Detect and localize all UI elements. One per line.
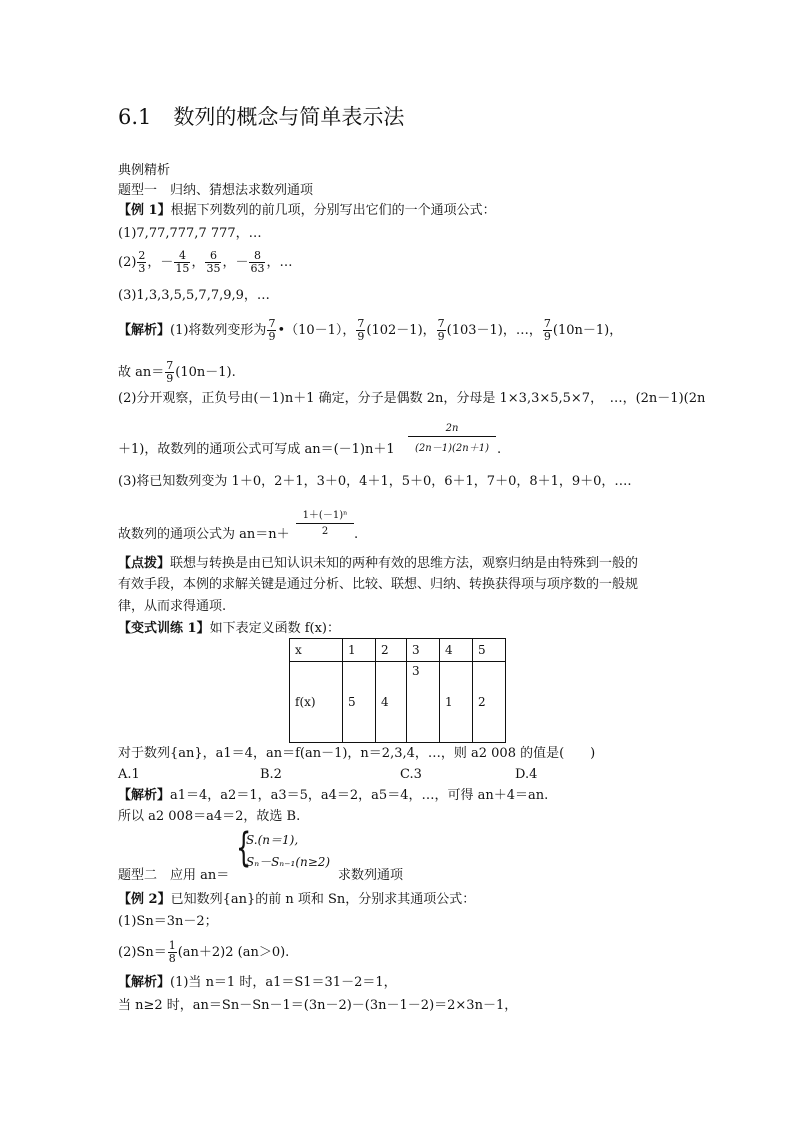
text: (10n－1)， [552,323,623,338]
numerator: 7 [357,317,365,330]
denominator: 35 [206,262,221,275]
table-cell: 5 [473,639,506,662]
text: (2)Sn＝ [118,945,167,960]
denominator: 63 [250,262,265,275]
section-number: 6.1 [118,105,152,129]
practice-one-heading [118,621,340,637]
separator: ， [191,255,205,270]
note-line2: 有效手段，本例的求解关键是通过分析、比较、联想、归纳、转换获得项与项序数的一般规 [118,577,639,592]
table-cell: 3 [407,639,440,662]
topic-one-heading: 题型一 归纳、猜想法求数列通项 [118,183,314,198]
numerator: 7 [166,359,174,372]
table-cell: 1 [343,639,376,662]
separator: ，－ [222,255,249,270]
text: 联想与转换是由已知认识未知的两种有效的思维方法，观察归纳是由特殊到一般的 [170,556,639,571]
solution-tag: 【解析】 [118,975,171,990]
topic-two-suffix: 求数列通项 [338,868,404,883]
denominator: 15 [175,262,190,275]
text: 如下表定义函数 f(x)： [209,621,340,636]
text: (an＋2)2 (an＞0). [177,945,290,960]
example-two-part1: (1)Sn＝3n－2； [118,914,218,929]
denominator: 2 [321,526,329,537]
example-two [118,892,475,908]
text: (1)将数列变形为 [170,323,267,338]
practice-one-question: 对于数列{an}，a1＝4，an＝f(an－1)，n＝2,3,4，…，则 a2 008 的值是( ) [118,746,596,761]
section-heading: 典例精析 [118,163,171,178]
solution-two-line1 [118,975,397,991]
fraction [437,318,446,343]
solution-tag: 【解析】 [118,323,171,338]
example-one-part2 [118,250,292,275]
fraction [543,318,552,343]
fraction [165,360,174,385]
example-one-part1: (1)7,77,777,7 777，… [118,226,262,241]
option-b: B.2 [260,767,282,782]
fraction [137,250,146,275]
text: 故数列的通项公式为 an＝n＋ [118,527,290,542]
denominator: 9 [268,330,276,343]
solution-one-line1 [118,318,622,343]
table-cell: 4 [376,662,407,743]
table-cell: x [290,639,343,662]
text: (1)当 n＝1 时，a1＝S1＝31－2＝1， [170,975,397,990]
denominator: 3 [138,262,146,275]
denominator: 9 [357,330,365,343]
solution-tag: 【解析】 [118,788,171,803]
practice-one-solution [118,788,548,804]
table-cell: 3 [407,662,440,743]
fraction [356,318,365,343]
page-title [118,104,404,130]
table-row [290,639,506,662]
text: (102－1)， [366,323,436,338]
numerator: 2 [138,249,146,262]
numerator: 2n [408,423,496,437]
case-two: Sₙ－Sₙ₋₁(n≥2) [246,855,331,869]
numerator: 8 [249,250,265,263]
note-line1 [118,556,638,572]
text: (103－1)，…， [446,323,542,338]
practice-one-conclusion: 所以 a2 008＝a4＝2，故选 B. [118,809,301,824]
solution-one-line5: (3)将已知数列变为 1＋0，2＋1，3＋0，4＋1，5＋0，6＋1，7＋0，8＋1，9＋0，…. [118,474,632,489]
piecewise-formula [236,825,336,871]
solution-one-line6 [118,527,290,543]
text: 已知数列{an}的前 n 项和 Sn，分别求其通项公式： [170,892,476,907]
practice-tag: 【变式训练 1】 [118,621,210,636]
text: ＋1)，故数列的通项公式可写成 an＝(－1)n＋1 [118,442,395,457]
part-label: (2) [118,255,137,270]
table-cell: 2 [473,662,506,743]
fraction [249,250,265,275]
example-one-text: 根据下列数列的前几项，分别写出它们的一个通项公式： [170,203,496,218]
title-text: 数列的概念与简单表示法 [173,105,405,129]
denominator: 9 [166,372,174,385]
example-two-part2 [118,940,289,965]
separator: ，－ [147,255,174,270]
note-line3: 律，从而求得通项. [118,599,227,614]
text: (10n－1). [175,365,236,380]
example-one-part3: (3)1,3,3,5,5,7,7,9,9，… [118,288,270,303]
period: . [497,442,502,457]
solution-one-line3: (2)分开观察，正负号由(－1)n＋1 确定，分子是偶数 2n，分母是 1×3,3×5,5×7， …，(2n－1)(2n [118,391,706,406]
numerator: 1＋(－1)ⁿ [296,506,354,524]
example-one [118,203,496,219]
text: a1＝4，a2＝1，a3＝5，a4＝2，a5＝4，…，可得 an＋4＝an. [170,788,549,803]
example-tag: 【例 2】 [118,892,171,907]
solution-one-line4 [118,442,395,458]
table-cell: 4 [440,639,473,662]
numerator: 1 [168,939,176,952]
denominator: 8 [168,952,176,965]
topic-two-prefix: 题型二 应用 an＝ [118,868,230,883]
table-cell: 5 [343,662,376,743]
table-cell: 2 [376,639,407,662]
solution-one-line2 [118,360,236,385]
numerator: 6 [205,250,221,263]
brace-icon: { [236,825,252,871]
numerator: 7 [437,317,445,330]
fraction [267,318,276,343]
denominator: 9 [543,330,551,343]
text: •（10－1）， [277,323,356,338]
fraction-parity [296,506,354,537]
period: . [354,527,359,542]
denominator: 9 [437,330,445,343]
fraction [205,250,221,275]
fraction [168,940,177,965]
denominator: (2n－1)(2n＋1) [415,443,489,454]
table-cell: f(x) [290,662,343,743]
case-one: S.(n＝1), [246,833,299,847]
table-cell: 1 [440,662,473,743]
text: 故 an＝ [118,365,165,380]
ellipsis: ，… [266,255,293,270]
solution-two-line2: 当 n≥2 时，an＝Sn－Sn－1＝(3n－2)－(3n－1－2)＝2×3n－1， [118,998,518,1013]
numerator: 7 [543,317,551,330]
fraction [174,250,190,275]
numerator: 7 [268,317,276,330]
option-d: D.4 [515,767,538,782]
numerator: 4 [174,250,190,263]
table-row [290,662,506,743]
function-table [289,638,506,743]
example-one-tag: 【例 1】 [118,203,171,218]
option-c: C.3 [400,767,422,782]
fraction-2n [408,423,496,454]
option-a: A.1 [118,767,140,782]
note-tag: 【点拨】 [118,556,171,571]
